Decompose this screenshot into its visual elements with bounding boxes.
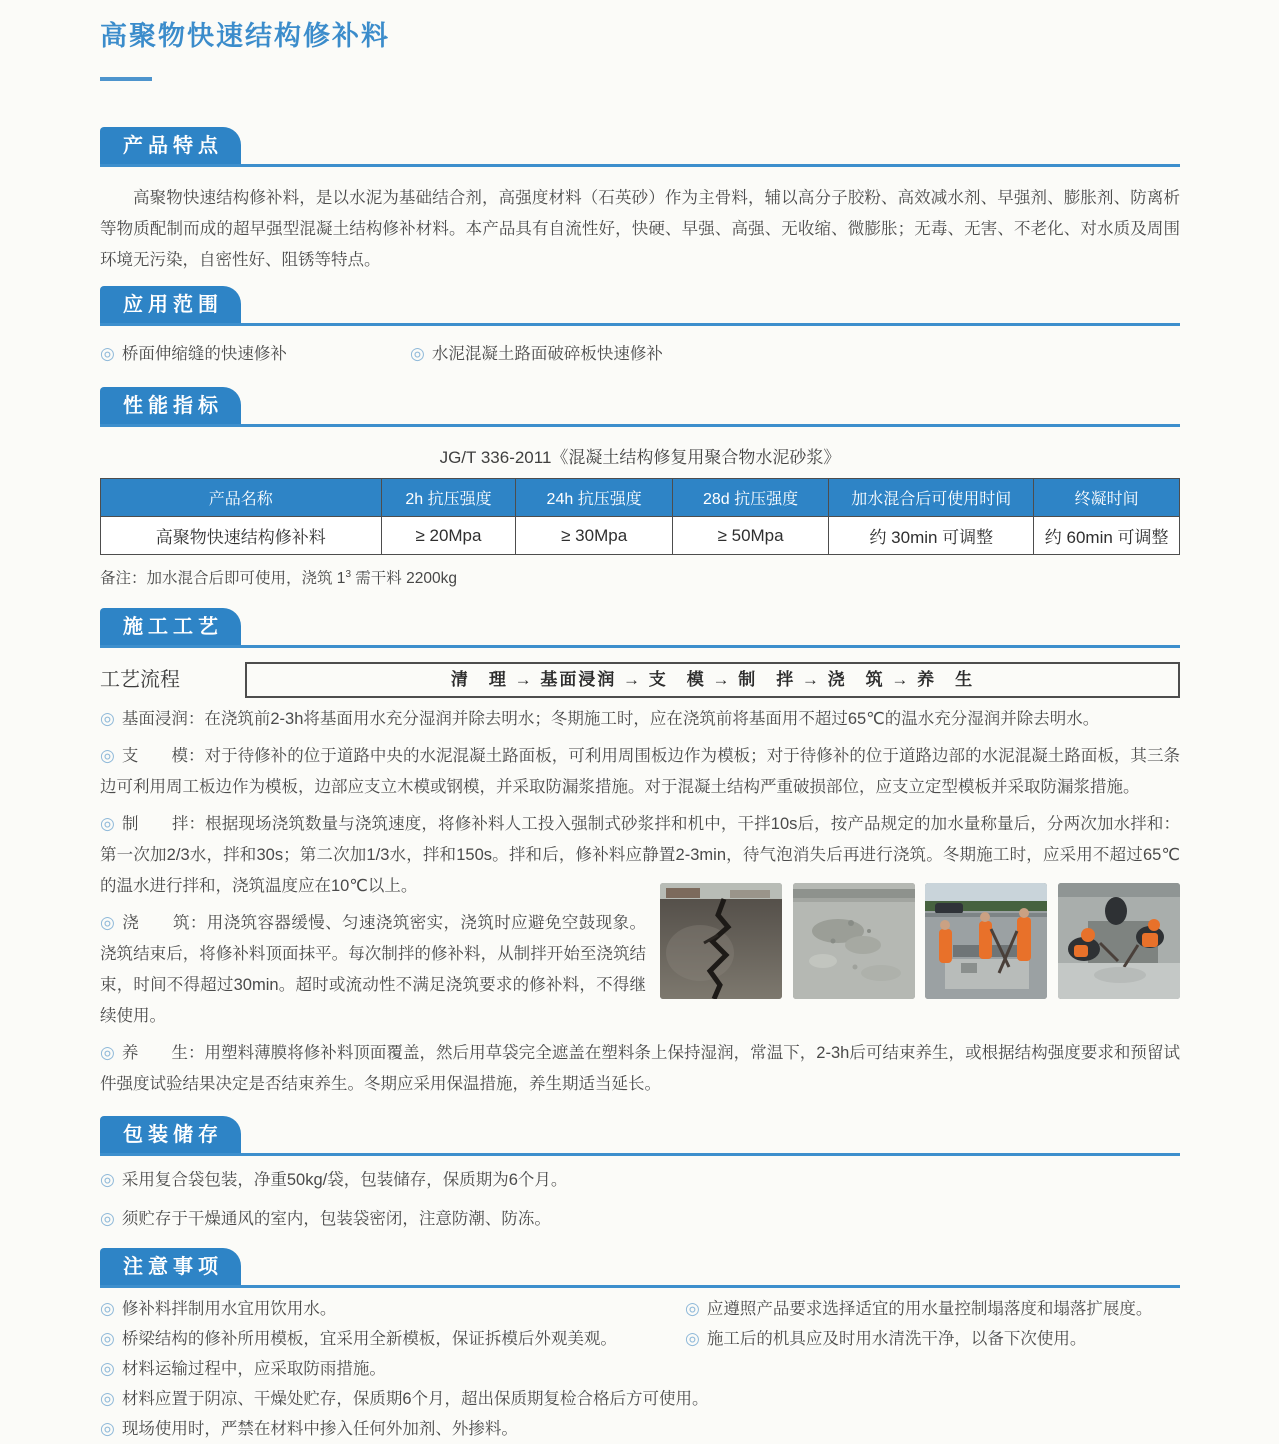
ring-bullet-icon: ◎ — [100, 1389, 115, 1408]
table-cell: 高聚物快速结构修补料 — [101, 517, 382, 555]
ring-bullet-icon: ◎ — [410, 344, 425, 363]
step-text: 养 生：用塑料薄膜将修补料顶面覆盖，然后用草袋完全遮盖在塑料条上保持湿润，常温下，2-3h后可结束养生，或根据结构强度要求和预留试件强度试验结果决定是否结束养生。冬期应采用保温措施，养生期适当延长。 — [100, 1044, 1180, 1093]
cracked-pavement-photo — [660, 883, 782, 999]
note-item-label: 材料应置于阴凉、干燥处贮存，保质期6个月，超出保质期复检合格后方可使用。 — [121, 1390, 709, 1408]
application-item-label: 水泥混凝土路面破碎板快速修补 — [431, 345, 663, 363]
note-item-label: 材料运输过程中，应采取防雨措施。 — [121, 1360, 386, 1378]
step-text: 基面浸润：在浇筑前2-3h将基面用水充分湿润并除去明水；冬期施工时，应在浇筑前将基面用不超过65℃的温水充分湿润并除去明水。 — [121, 710, 1100, 728]
section-header-performance — [100, 387, 1180, 427]
step-text: 支 模：对于待修补的位于道路中央的水泥混凝土路面板，可利用周围板边作为模板；对于待修补的位于道路边部的水泥混凝土路面板，其三条边可利用周工板边作为模板，边部应支立木模或钢模，并采取防漏浆措施。对于混凝土结构严重破损部位，应支立定型模板并采取防漏浆措施。 — [100, 747, 1180, 796]
application-item-label: 桥面伸缩缝的快速修补 — [121, 345, 287, 363]
column-header: 2h 抗压强度 — [381, 479, 516, 517]
document-page — [100, 14, 1180, 1444]
standard-reference: JG/T 336-2011《混凝土结构修复用聚合物水泥砂浆》 — [439, 448, 841, 467]
step-text: 制 拌：根据现场浇筑数量与浇筑速度，将修补料人工投入强制式砂浆拌和机中，干拌10s后，按产品规定的加水量称量后，分两次加水拌和：第一次加2/3水，拌和30s；第二次加1/3水，拌和150s。拌和后，修补料应静置2-3min，待气泡消失后再进行浇筑。冬期施工时，应采用不超过65℃的温水进行拌和，浇筑温度应在10℃以上。 — [100, 815, 1180, 895]
footnote-text: 备注：加水混合后即可使用，浇筑 1 — [100, 570, 346, 587]
section-header-construction — [100, 608, 1180, 648]
ring-bullet-icon: ◎ — [100, 1299, 115, 1318]
section-tab-construction: 施工工艺 — [100, 608, 241, 645]
ring-bullet-icon: ◎ — [100, 913, 116, 932]
section-header-applications — [100, 286, 1180, 326]
list-item — [100, 1324, 685, 1354]
section-header-notes — [100, 1248, 1180, 1288]
ring-bullet-icon: ◎ — [685, 1299, 700, 1318]
ring-bullet-icon: ◎ — [100, 344, 115, 363]
note-item-label: 施工后的机具应及时用水清洗干净，以备下次使用。 — [706, 1330, 1087, 1348]
list-item — [100, 339, 410, 369]
list-item — [100, 1165, 1180, 1195]
column-header: 加水混合后可使用时间 — [829, 479, 1034, 517]
section-tab-features: 产品特点 — [100, 127, 241, 164]
list-item — [100, 1204, 1180, 1234]
ring-bullet-icon: ◎ — [100, 1419, 115, 1438]
ring-bullet-icon: ◎ — [100, 1043, 115, 1062]
process-flow-row — [100, 662, 1180, 698]
process-flow-box: 清 理 → 基面浸润 → 支 模 → 制 拌 → 浇 筑 → 养 生 — [245, 662, 1180, 698]
section-tab-notes: 注意事项 — [100, 1248, 241, 1285]
page-title: 高聚物快速结构修补料 — [100, 21, 390, 51]
applications-list — [100, 339, 1180, 369]
step-text: 浇 筑：用浇筑容器缓慢、匀速浇筑密实，浇筑时应避免空鼓现象。浇筑结束后，将修补料顶面抹平。每次制拌的修补料，从制拌开始至浇筑结束，时间不得超过30min。超时或流动性不满足浇筑要求的修补料，不得继续使用。 — [100, 914, 646, 1025]
notes-grid — [100, 1294, 1180, 1354]
list-item — [100, 1354, 1180, 1384]
construction-step — [100, 740, 1180, 803]
section-tab-applications: 应用范围 — [100, 286, 241, 323]
note-item-label: 应遵照产品要求选择适宜的用水量控制塌落度和塌落扩展度。 — [706, 1300, 1153, 1318]
features-paragraph: 高聚物快速结构修补料，是以水泥为基础结合剂，高强度材料（石英砂）作为主骨料，辅以高分子胶粉、高效减水剂、早强剂、膨胀剂、防离析等物质配制而成的超早强型混凝土结构修补材料。本产品具有自流性好，快硬、早强、高强、无收缩、微膨胀；无毒、无害、不老化、对水质及周围环境无污染，自密性好、阻锈等特点。 — [100, 189, 1180, 269]
note-item-label: 桥梁结构的修补所用模板，宜采用全新模板，保证拆模后外观美观。 — [121, 1330, 617, 1348]
performance-table — [100, 478, 1180, 555]
ring-bullet-icon: ◎ — [100, 814, 115, 833]
packaging-item-label: 须贮存于干燥通风的室内，包装袋密闭，注意防潮、防冻。 — [121, 1210, 551, 1228]
construction-photos-strip — [660, 883, 1180, 999]
construction-step — [100, 703, 1180, 735]
ring-bullet-icon: ◎ — [100, 746, 115, 765]
table-cell: 约 60min 可调整 — [1034, 517, 1180, 555]
section-header-features — [100, 127, 1180, 167]
ring-bullet-icon: ◎ — [100, 1170, 115, 1189]
table-row — [101, 517, 1180, 555]
footnote-superscript: 3 — [345, 568, 351, 580]
list-item — [685, 1324, 1180, 1354]
column-header: 24h 抗压强度 — [516, 479, 672, 517]
table-header-row — [101, 479, 1180, 517]
table-cell: ≥ 50Mpa — [672, 517, 828, 555]
section-tab-performance: 性能指标 — [100, 387, 241, 424]
title-underline — [100, 77, 152, 81]
list-item — [410, 339, 663, 369]
table-cell: ≥ 20Mpa — [381, 517, 516, 555]
process-flow-label: 工艺流程 — [100, 669, 180, 691]
ring-bullet-icon: ◎ — [100, 1329, 115, 1348]
footnote-text: 需干料 2200kg — [351, 570, 457, 587]
section-header-packaging — [100, 1116, 1180, 1156]
note-item-label: 现场使用时，严禁在材料中掺入任何外加剂、外掺料。 — [121, 1420, 518, 1438]
concrete-placement-workers-photo — [1058, 883, 1180, 999]
construction-step — [100, 1037, 1180, 1100]
packaging-item-label: 采用复合袋包装，净重50kg/袋，包装储存，保质期为6个月。 — [121, 1171, 568, 1189]
table-cell: 约 30min 可调整 — [829, 517, 1034, 555]
road-repair-workers-photo — [925, 883, 1047, 999]
table-footnote — [100, 566, 1180, 588]
ring-bullet-icon: ◎ — [100, 709, 115, 728]
table-cell: ≥ 30Mpa — [516, 517, 672, 555]
spalled-concrete-photo — [793, 883, 915, 999]
section-tab-packaging: 包装储存 — [100, 1116, 241, 1153]
list-item — [100, 1384, 1180, 1414]
note-item-label: 修补料拌制用水宜用饮用水。 — [121, 1300, 337, 1318]
list-item — [100, 1294, 685, 1324]
column-header: 产品名称 — [101, 479, 382, 517]
column-header: 终凝时间 — [1034, 479, 1180, 517]
ring-bullet-icon: ◎ — [100, 1359, 115, 1378]
construction-step — [100, 907, 1180, 1032]
list-item — [100, 1414, 1180, 1444]
column-header: 28d 抗压强度 — [672, 479, 828, 517]
list-item — [685, 1294, 1180, 1324]
ring-bullet-icon: ◎ — [100, 1209, 115, 1228]
ring-bullet-icon: ◎ — [685, 1329, 700, 1348]
